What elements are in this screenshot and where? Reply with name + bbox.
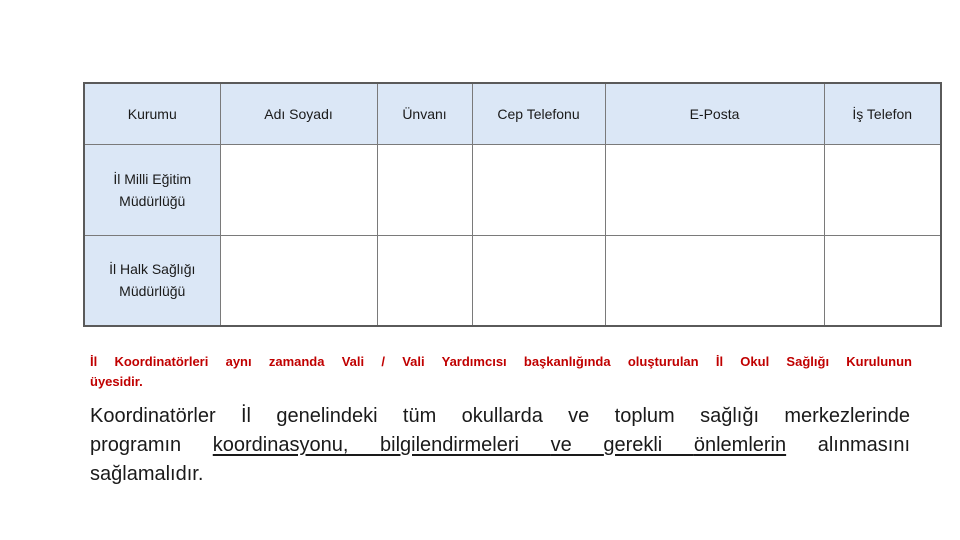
cell-cep-telefonu[interactable] (472, 235, 605, 326)
paragraph-line-2 (90, 431, 910, 460)
cell-adi-soyadi[interactable] (220, 235, 377, 326)
cell-unvani[interactable] (377, 235, 472, 326)
cell-e-posta[interactable] (605, 144, 824, 235)
header-cep-telefonu: Cep Telefonu (472, 83, 605, 144)
row-label-line: Müdürlüğü (119, 192, 186, 209)
header-adi-soyadi: Adı Soyadı (220, 83, 377, 144)
red-note (90, 352, 912, 392)
coordinator-paragraph (90, 402, 910, 489)
row-label-line: İl Halk Sağlığı (109, 261, 196, 278)
note-line: üyesidir. (90, 374, 143, 389)
row-label-milli-egitim (84, 144, 220, 235)
header-unvani: Ünvanı (377, 83, 472, 144)
row-label-halk-sagligi (84, 235, 220, 326)
cell-e-posta[interactable] (605, 235, 824, 326)
cell-cep-telefonu[interactable] (472, 144, 605, 235)
cell-is-telefon[interactable] (824, 235, 941, 326)
paragraph-text: programın (90, 434, 213, 456)
table-row (84, 235, 941, 326)
paragraph-text: alınmasını (786, 434, 910, 456)
paragraph-line: Koordinatörler İl genelindeki tüm okullarda ve toplum sağlığı merkezlerinde (90, 405, 910, 427)
header-kurumu: Kurumu (84, 83, 220, 144)
cell-unvani[interactable] (377, 144, 472, 235)
underlined-term: ve (550, 434, 604, 456)
underlined-term: koordinasyonu, (212, 434, 381, 456)
header-is-telefon: İş Telefon (824, 83, 941, 144)
table-row (84, 144, 941, 235)
underlined-term: önlemlerin (693, 434, 787, 456)
paragraph-line: sağlamalıdır. (90, 463, 204, 485)
header-e-posta: E-Posta (605, 83, 824, 144)
cell-is-telefon[interactable] (824, 144, 941, 235)
underlined-term: gerekli (603, 434, 694, 456)
row-label-line: İl Milli Eğitim (113, 170, 192, 187)
underlined-term: bilgilendirmeleri (380, 434, 551, 456)
table-header-row (84, 83, 941, 144)
cell-adi-soyadi[interactable] (220, 144, 377, 235)
coordinator-contact-table (83, 82, 942, 327)
row-label-line: Müdürlüğü (119, 283, 186, 300)
note-line: İl Koordinatörleri aynı zamanda Vali / Vali Yardımcısı başkanlığında oluşturulan İl Okul Sağlığı Kurulunun (90, 354, 912, 369)
